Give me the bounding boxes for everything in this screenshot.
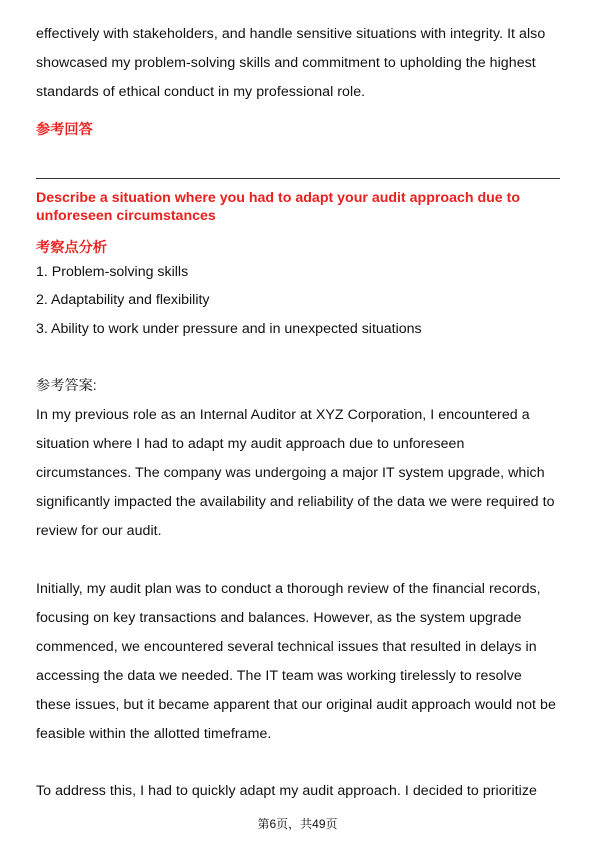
question-line: Describe a situation where you had to adapt your audit approach due to [36, 190, 521, 206]
answer-label: 参考答案: [36, 378, 97, 394]
text-line: situation where I had to adapt my audit approach due to unforeseen [36, 436, 465, 452]
analysis-point: 3. Ability to work under pressure and in unexpected situations [36, 321, 422, 337]
text-line: accessing the data we needed. The IT team was working tirelessly to resolve [36, 668, 522, 684]
text-line: commenced, we encountered several technical issues that resulted in delays in [36, 639, 537, 655]
section-divider [36, 178, 560, 179]
text-line: effectively with stakeholders, and handle sensitive situations with integrity. It also [36, 26, 546, 42]
analysis-point: 1. Problem-solving skills [36, 264, 189, 280]
answer-paragraph [36, 777, 564, 806]
intro-paragraph [36, 20, 564, 107]
text-line: circumstances. The company was undergoing a major IT system upgrade, which [36, 465, 545, 481]
analysis-heading: 考察点分析 [36, 240, 107, 256]
text-line: feasible within the allotted timeframe. [36, 726, 272, 742]
answer-paragraph [36, 575, 564, 749]
text-line: review for our audit. [36, 523, 162, 539]
question-heading [36, 190, 564, 225]
text-line: showcased my problem-solving skills and commitment to upholding the highest [36, 55, 536, 71]
text-line: these issues, but it became apparent that our original audit approach would not be [36, 697, 556, 713]
text-line: Initially, my audit plan was to conduct a thorough review of the financial records, [36, 581, 541, 597]
text-line: In my previous role as an Internal Auditor at XYZ Corporation, I encountered a [36, 407, 530, 423]
text-line: significantly impacted the availability and reliability of the data we were required to [36, 494, 555, 510]
text-line: standards of ethical conduct in my professional role. [36, 84, 366, 100]
text-line: focusing on key transactions and balances. However, as the system upgrade [36, 610, 522, 626]
page-number: 第6页，共49页 [257, 817, 338, 831]
reference-answer-heading: 参考回答 [36, 122, 93, 138]
question-line: unforeseen circumstances [36, 207, 216, 224]
text-line: To address this, I had to quickly adapt my audit approach. I decided to prioritize [36, 783, 537, 799]
answer-paragraph [36, 401, 564, 546]
analysis-point: 2. Adaptability and flexibility [36, 292, 210, 308]
